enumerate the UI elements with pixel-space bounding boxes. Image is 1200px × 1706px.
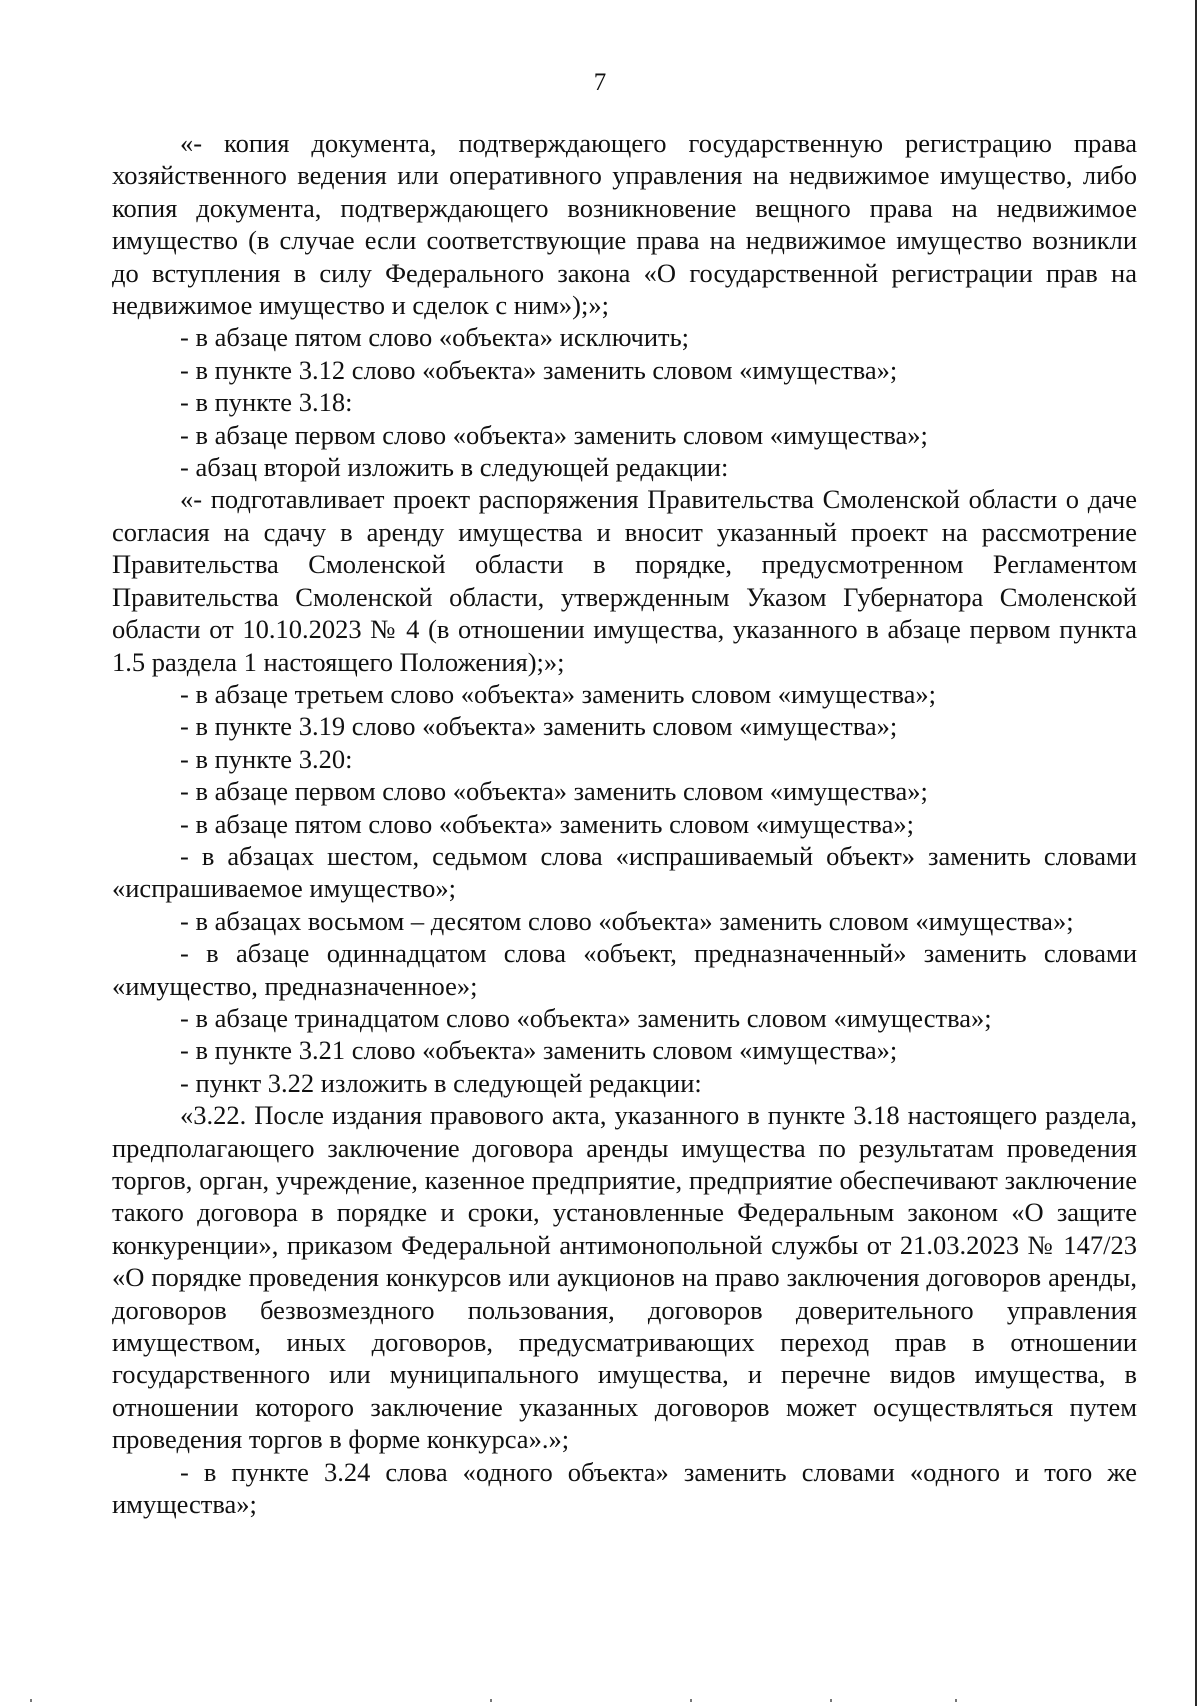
paragraph: - в абзацах шестом, седьмом слова «испрашиваемый объект» заменить словами «испрашиваемое имущество»;: [112, 840, 1137, 904]
scan-mark: [30, 1699, 32, 1702]
paragraph: - в пункте 3.19 слово «объекта» заменить словом «имущества»;: [180, 711, 898, 742]
scan-mark: [955, 1699, 957, 1702]
paragraph: «- подготавливает проект распоряжения Правительства Смоленской области о даче согласия на сдачу в аренду имущества и вносит указанный проект на рассмотрение Правительства Смоленской области в порядке, предусмотренном Регламентом Правительства Смоленской области, утвержденным Указом Губернатора Смоленской области от 10.10.2023 № 4 (в отношении имущества, указанного в абзаце первом пункта 1.5 раздела 1 настоящего Положения);»;: [112, 484, 1137, 677]
paragraph: - в абзаце пятом слово «объекта» исключить;: [180, 322, 690, 353]
paragraph: - в абзаце первом слово «объекта» заменить словом «имущества»;: [180, 419, 928, 450]
scan-edge-line: [1195, 0, 1197, 1706]
paragraph: - в пункте 3.21 слово «объекта» заменить словом «имущества»;: [180, 1035, 898, 1066]
paragraph: - в пункте 3.12 слово «объекта» заменить словом «имущества»;: [180, 354, 898, 385]
paragraph: - в пункте 3.24 слова «одного объекта» заменить словами «одного и того же имущества»;: [112, 1456, 1137, 1520]
scan-mark: [690, 1699, 692, 1702]
paragraph: - в абзаце пятом слово «объекта» заменить словом «имущества»;: [180, 808, 914, 839]
paragraph: - пункт 3.22 изложить в следующей редакции:: [180, 1067, 702, 1098]
scan-footer-marks: [0, 1698, 1200, 1702]
page-number: 7: [593, 69, 607, 96]
paragraph: - в пункте 3.20:: [180, 743, 353, 774]
paragraph: - абзац второй изложить в следующей редакции:: [180, 452, 729, 483]
document-body: [112, 127, 1137, 1520]
paragraph: - в абзаце третьем слово «объекта» заменить словом «имущества»;: [180, 678, 936, 709]
paragraph: - в абзаце тринадцатом слово «объекта» заменить словом «имущества»;: [180, 1002, 992, 1033]
paragraph: «- копия документа, подтверждающего государственную регистрацию права хозяйственного ведения или оперативного управления на недвижимое имущество, либо копия документа, подтверждающего возникновение вещного права на недвижимое имущество (в случае если соответствующие права на недвижимое имущество возникли до вступления в силу Федерального закона «О государственной регистрации прав на недвижимое имущество и сделок с ним»);»;: [112, 128, 1137, 321]
paragraph: - в абзаце первом слово «объекта» заменить словом «имущества»;: [180, 776, 928, 807]
paragraph: - в абзацах восьмом – десятом слово «объекта» заменить словом «имущества»;: [180, 905, 1074, 936]
paragraph: - в абзаце одиннадцатом слова «объект, предназначенный» заменить словами «имущество, предназначенное»;: [112, 938, 1137, 1001]
scan-mark: [490, 1699, 492, 1702]
paragraph: «3.22. После издания правового акта, указанного в пункте 3.18 настоящего раздела, предполагающего заключение договора аренды имущества по результатам проведения торгов, орган, учреждение, казенное предприятие, предприятие обеспечивают заключение такого договора в порядке и сроки, установленные Федеральным законом «О защите конкуренции», приказом Федеральной антимонопольной службы от 21.03.2023 № 147/23 «О порядке проведения конкурсов или аукционов на право заключения договоров аренды, договоров безвозмездного пользования, договоров доверительного управления имуществом, иных договоров, предусматривающих переход прав в отношении государственного или муниципального имущества, и перечне видов имущества, в отношении которого заключение указанных договоров может осуществляться путем проведения торгов в форме конкурса».»;: [112, 1100, 1137, 1455]
scan-mark: [830, 1699, 832, 1702]
paragraph: - в пункте 3.18:: [180, 387, 353, 418]
